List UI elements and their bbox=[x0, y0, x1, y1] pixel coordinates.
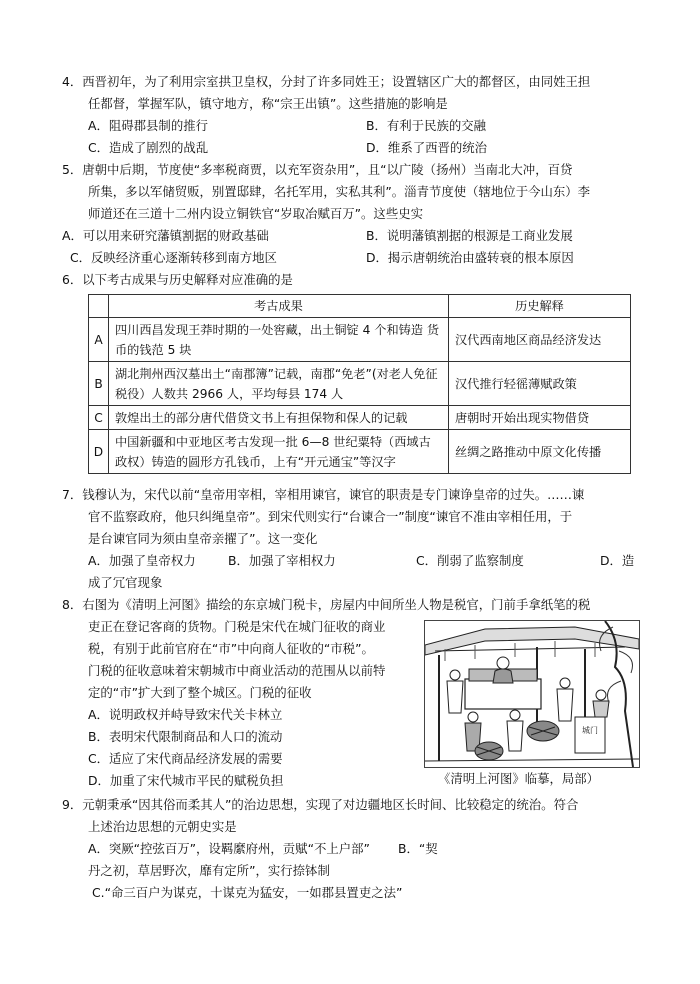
row-letter: A bbox=[89, 318, 109, 362]
q9-stem-line1: 9．元朝秉承“因其俗而柔其人”的治边思想，实现了对边疆地区长时间、比较稳定的统治。符合 bbox=[62, 797, 579, 812]
q7-stem-line1: 7．钱穆认为，宋代以前“皇帝用宰相，宰相用谏官，谏官的职责是专门谏诤皇帝的过失。……谏 bbox=[62, 487, 585, 502]
q4-option-d: D．维系了西晋的统治 bbox=[366, 140, 488, 155]
painting-illustration bbox=[424, 620, 640, 768]
table-header-row bbox=[89, 295, 631, 318]
table-header-finding: 考古成果 bbox=[109, 295, 449, 318]
row-interp: 唐朝时开始出现实物借贷 bbox=[449, 406, 631, 430]
q4-option-c: C．造成了剧烈的战乱 bbox=[88, 140, 209, 155]
q9-option-a: A．突厥“控弦百万”，设羁縻府州，贡赋“不上户部” bbox=[88, 841, 370, 856]
q7-option-d-continued: 成了冗官现象 bbox=[88, 575, 163, 590]
q8-stem-line4: 门税的征收意味着宋朝城市中商业活动的范围从以前特 bbox=[88, 663, 386, 678]
row-interp: 丝绸之路推动中原文化传播 bbox=[449, 430, 631, 474]
q6-stem: 6．以下考古成果与历史解释对应准确的是 bbox=[62, 272, 293, 287]
q5-option-c: C．反映经济重心逐渐转移到南方地区 bbox=[70, 250, 277, 265]
q7-option-c: C．削弱了监察制度 bbox=[416, 553, 524, 568]
table-header-interp: 历史解释 bbox=[449, 295, 631, 318]
row-finding: 四川西昌发现王莽时期的一处窖藏，出土铜锭 4 个和铸造 货币的钱范 5 块 bbox=[109, 318, 449, 362]
row-interp: 汉代西南地区商品经济发达 bbox=[449, 318, 631, 362]
painting-caption: 《清明上河图》临摹，局部） bbox=[438, 771, 600, 786]
gate-sign-text: 城门 bbox=[582, 726, 598, 735]
q7-stem-line3: 是台谏官同为须由皇帝亲擢了”。这一变化 bbox=[88, 531, 318, 546]
q5-stem-line2: 所集，多以军储贸贩，别置邸肆，名托军用，实私其利”。淄青节度使（辖地位于今山东）李 bbox=[88, 184, 591, 199]
q8-stem-line2: 吏正在登记客商的货物。门税是宋代在城门征收的商业 bbox=[88, 619, 386, 634]
q4-option-b: B．有利于民族的交融 bbox=[366, 118, 487, 133]
q8-stem-line3: 税，有别于此前官府在“市”中向商人征收的“市税”。 bbox=[88, 641, 374, 656]
row-letter: B bbox=[89, 362, 109, 406]
table-row bbox=[89, 362, 631, 406]
q8-option-a: A．说明政权并峙导致宋代关卡林立 bbox=[88, 707, 283, 722]
q8-option-b: B．表明宋代限制商品和人口的流动 bbox=[88, 729, 283, 744]
q7-option-b: B．加强了宰相权力 bbox=[228, 553, 336, 568]
row-letter: C bbox=[89, 406, 109, 430]
q7-option-a: A．加强了皇帝权力 bbox=[88, 553, 196, 568]
table-row bbox=[89, 430, 631, 474]
q6-table bbox=[88, 294, 631, 474]
q8-option-d: D．加重了宋代城市平民的赋税负担 bbox=[88, 773, 284, 788]
q9-stem-line2: 上述治边思想的元朝史实是 bbox=[88, 819, 237, 834]
row-interp: 汉代推行轻徭薄赋政策 bbox=[449, 362, 631, 406]
q4-option-a: A．阻碍郡县制的推行 bbox=[88, 118, 208, 133]
q7-option-d: D．造 bbox=[600, 553, 635, 568]
row-finding: 敦煌出土的部分唐代借贷文书上有担保物和保人的记载 bbox=[109, 406, 449, 430]
q8-stem-line1: 8．右图为《清明上河图》描绘的东京城门税卡，房屋内中间所坐人物是税官，门前手拿纸笔的税 bbox=[62, 597, 591, 612]
tax-gate-drawing bbox=[425, 621, 639, 767]
q4-stem-line2: 任都督，掌握军队，镇守地方，称“宗王出镇”。这些措施的影响是 bbox=[88, 96, 448, 111]
q9-option-b-continued: 丹之初，草居野次，靡有定所”，实行捺钵制 bbox=[88, 863, 330, 878]
q5-stem-line1: 5．唐朝中后期，节度使“多率税商贾，以充军资杂用”，且“以广陵（扬州）当南北大冲，百贷 bbox=[62, 162, 573, 177]
q8-stem-line5: 定的“市”扩大到了整个城区。门税的征收 bbox=[88, 685, 312, 700]
q8-option-c: C．适应了宋代商品经济发展的需要 bbox=[88, 751, 283, 766]
row-finding: 中国新疆和中亚地区考古发现一批 6—8 世纪粟特（西域古政权）铸造的圆形方孔钱币，上有“开元通宝”等汉字 bbox=[109, 430, 449, 474]
q9-option-c: C.“命三百户为谋克，十谋克为猛安，一如郡县置吏之法” bbox=[92, 885, 403, 900]
table-row bbox=[89, 318, 631, 362]
q4-stem-line1: 4．西晋初年，为了利用宗室拱卫皇权，分封了许多同姓王；设置辖区广大的都督区，由同姓王担 bbox=[62, 74, 591, 89]
table-header-blank bbox=[89, 295, 109, 318]
q5-option-d: D．揭示唐朝统治由盛转衰的根本原因 bbox=[366, 250, 574, 265]
table-row bbox=[89, 406, 631, 430]
q7-stem-line2: 官不监察政府，他只纠绳皇帝”。到宋代则实行“台谏合一”制度“谏官不准由宰相任用，于 bbox=[88, 509, 573, 524]
q5-option-b: B．说明藩镇割据的根源是工商业发展 bbox=[366, 228, 573, 243]
row-letter: D bbox=[89, 430, 109, 474]
q9-option-b: B．“契 bbox=[398, 841, 438, 856]
row-finding: 湖北荆州西汉墓出土“南郡簿”记载，南郡“免老”(对老人免征税役）人数共 2966 人，平均每县 174 人 bbox=[109, 362, 449, 406]
q5-stem-line3: 师道还在三道十二州内设立铜铁官“岁取冶赋百万”。这些史实 bbox=[88, 206, 423, 221]
q5-option-a: A．可以用来研究藩镇割据的财政基础 bbox=[62, 228, 269, 243]
